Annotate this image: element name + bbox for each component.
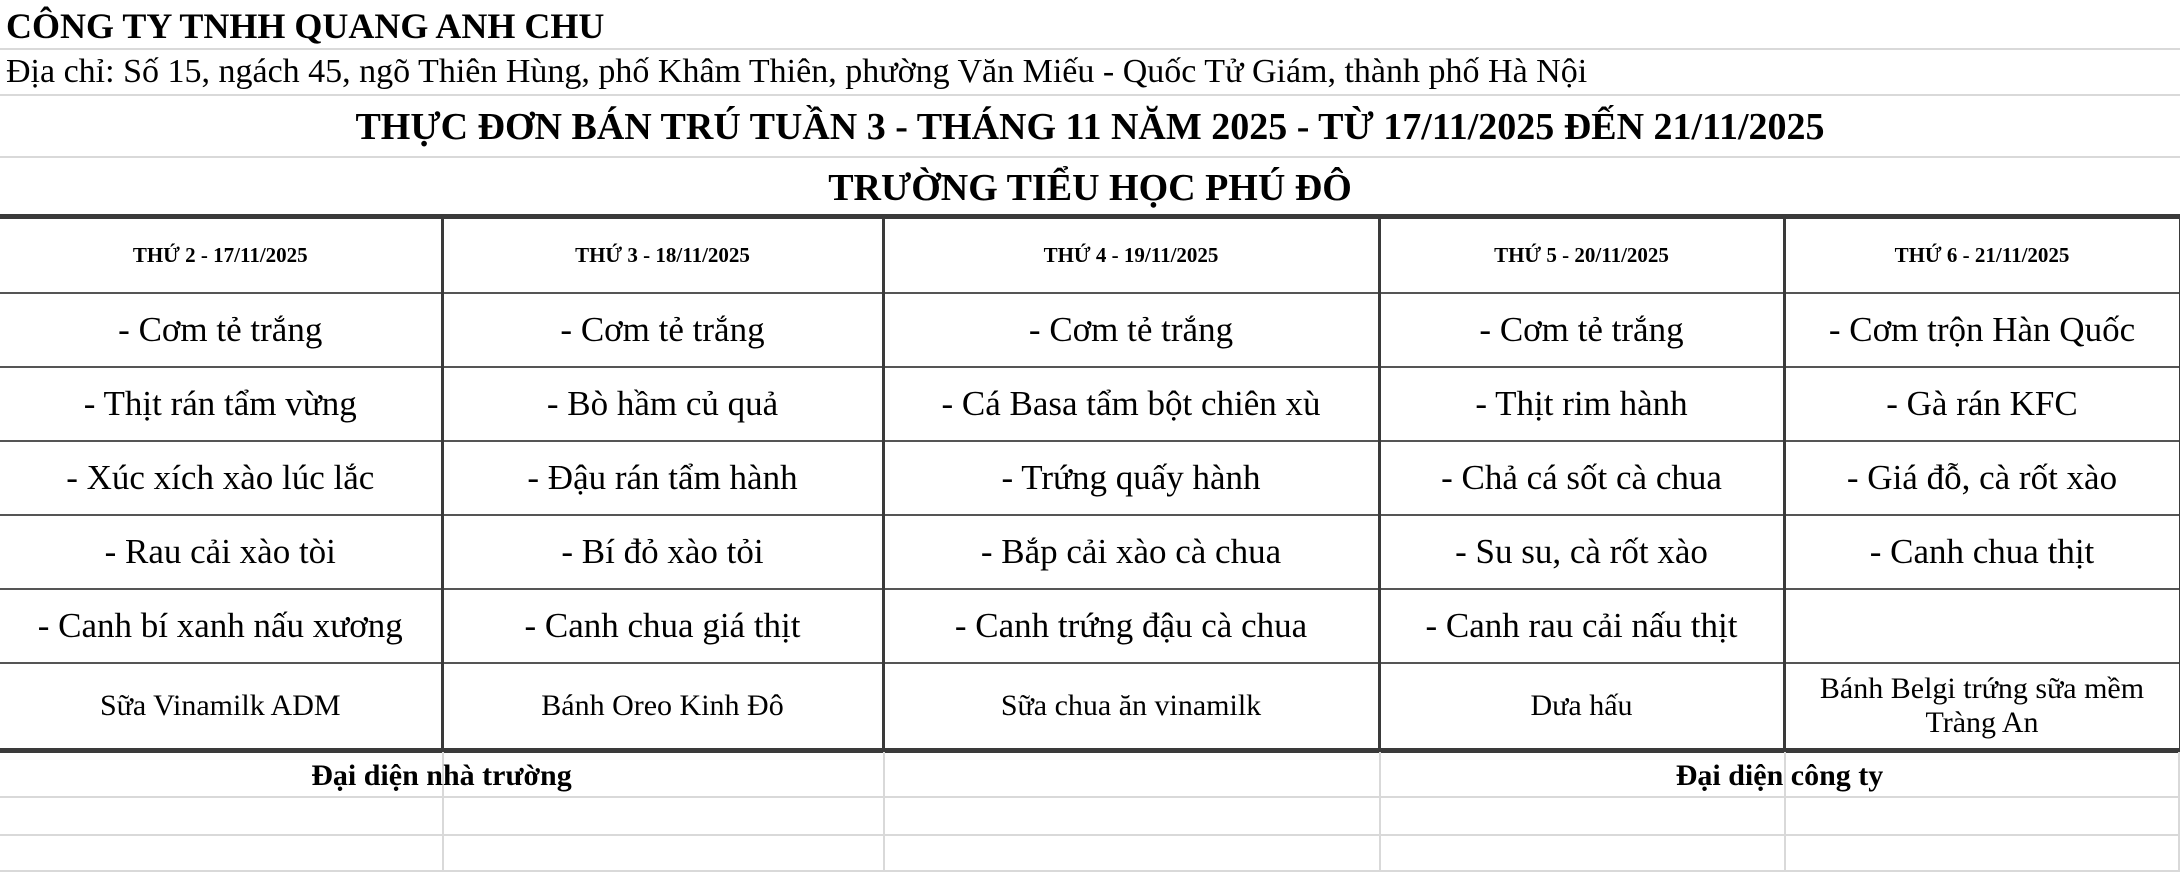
dish-cell[interactable]: - Giá đỗ, cà rốt xào — [1784, 441, 2180, 515]
dish-row — [0, 515, 2180, 589]
dish-row — [0, 293, 2180, 367]
dish-cell[interactable]: - Canh rau cải nấu thịt — [1379, 589, 1784, 663]
dish-cell[interactable]: - Cơm tẻ trắng — [1379, 293, 1784, 367]
school-name[interactable]: TRƯỜNG TIỂU HỌC PHÚ ĐÔ — [828, 167, 1352, 209]
snack-cell[interactable]: Sữa Vinamilk ADM — [0, 663, 442, 751]
dish-cell[interactable]: - Thịt rán tẩm vừng — [0, 367, 442, 441]
gridline — [0, 834, 2180, 836]
day-header[interactable]: THỨ 5 - 20/11/2025 — [1379, 217, 1784, 294]
dish-cell[interactable]: - Cơm trộn Hàn Quốc — [1784, 293, 2180, 367]
school-representative-label[interactable]: Đại diện nhà trường — [311, 759, 572, 792]
day-header[interactable]: THỨ 4 - 19/11/2025 — [883, 217, 1379, 294]
dish-cell[interactable]: - Xúc xích xào lúc lắc — [0, 441, 442, 515]
dish-cell[interactable]: - Chả cá sốt cà chua — [1379, 441, 1784, 515]
gridline — [0, 796, 2180, 798]
day-header-row — [0, 217, 2180, 294]
day-header[interactable]: THỨ 6 - 21/11/2025 — [1784, 217, 2180, 294]
company-name[interactable]: CÔNG TY TNHH QUANG ANH CHU — [6, 6, 605, 46]
dish-cell[interactable]: - Thịt rim hành — [1379, 367, 1784, 441]
dish-row — [0, 441, 2180, 515]
day-header[interactable]: THỨ 3 - 18/11/2025 — [442, 217, 883, 294]
dish-cell[interactable]: - Đậu rán tẩm hành — [442, 441, 883, 515]
dish-row — [0, 367, 2180, 441]
dish-cell[interactable]: - Bắp cải xào cà chua — [883, 515, 1379, 589]
dish-cell[interactable]: - Gà rán KFC — [1784, 367, 2180, 441]
weekly-menu-table — [0, 214, 2180, 753]
dish-cell[interactable]: - Rau cải xào tòi — [0, 515, 442, 589]
dish-cell[interactable] — [1784, 589, 2180, 663]
snack-cell[interactable]: Sữa chua ăn vinamilk — [883, 663, 1379, 751]
snack-cell[interactable]: Bánh Belgi trứng sữa mềm Tràng An — [1784, 663, 2180, 751]
dish-cell[interactable]: - Cơm tẻ trắng — [0, 293, 442, 367]
dish-cell[interactable]: - Canh bí xanh nấu xương — [0, 589, 442, 663]
dish-row — [0, 589, 2180, 663]
dish-cell[interactable]: - Canh trứng đậu cà chua — [883, 589, 1379, 663]
dish-cell[interactable]: - Su su, cà rốt xào — [1379, 515, 1784, 589]
day-header[interactable]: THỨ 2 - 17/11/2025 — [0, 217, 442, 294]
dish-cell[interactable]: - Bí đỏ xào tỏi — [442, 515, 883, 589]
dish-cell[interactable]: - Canh chua giá thịt — [442, 589, 883, 663]
dish-cell[interactable]: - Bò hầm củ quả — [442, 367, 883, 441]
dish-cell[interactable]: - Trứng quấy hành — [883, 441, 1379, 515]
signature-row — [0, 752, 2180, 796]
dish-cell[interactable]: - Cơm tẻ trắng — [883, 293, 1379, 367]
dish-cell[interactable]: - Cơm tẻ trắng — [442, 293, 883, 367]
company-representative-label[interactable]: Đại diện công ty — [1675, 759, 1884, 792]
snack-cell[interactable]: Bánh Oreo Kinh Đô — [442, 663, 883, 751]
dish-cell[interactable]: - Cá Basa tẩm bột chiên xù — [883, 367, 1379, 441]
company-address[interactable]: Địa chỉ: Số 15, ngách 45, ngõ Thiên Hùng, phố Khâm Thiên, phường Văn Miếu - Quốc Tử Giám, thành phố Hà Nội — [6, 53, 1588, 90]
snack-cell[interactable]: Dưa hấu — [1379, 663, 1784, 751]
snack-row — [0, 663, 2180, 751]
menu-title[interactable]: THỰC ĐƠN BÁN TRÚ TUẦN 3 - THÁNG 11 NĂM 2025 - TỪ 17/11/2025 ĐẾN 21/11/2025 — [355, 106, 1825, 148]
dish-cell[interactable]: - Canh chua thịt — [1784, 515, 2180, 589]
